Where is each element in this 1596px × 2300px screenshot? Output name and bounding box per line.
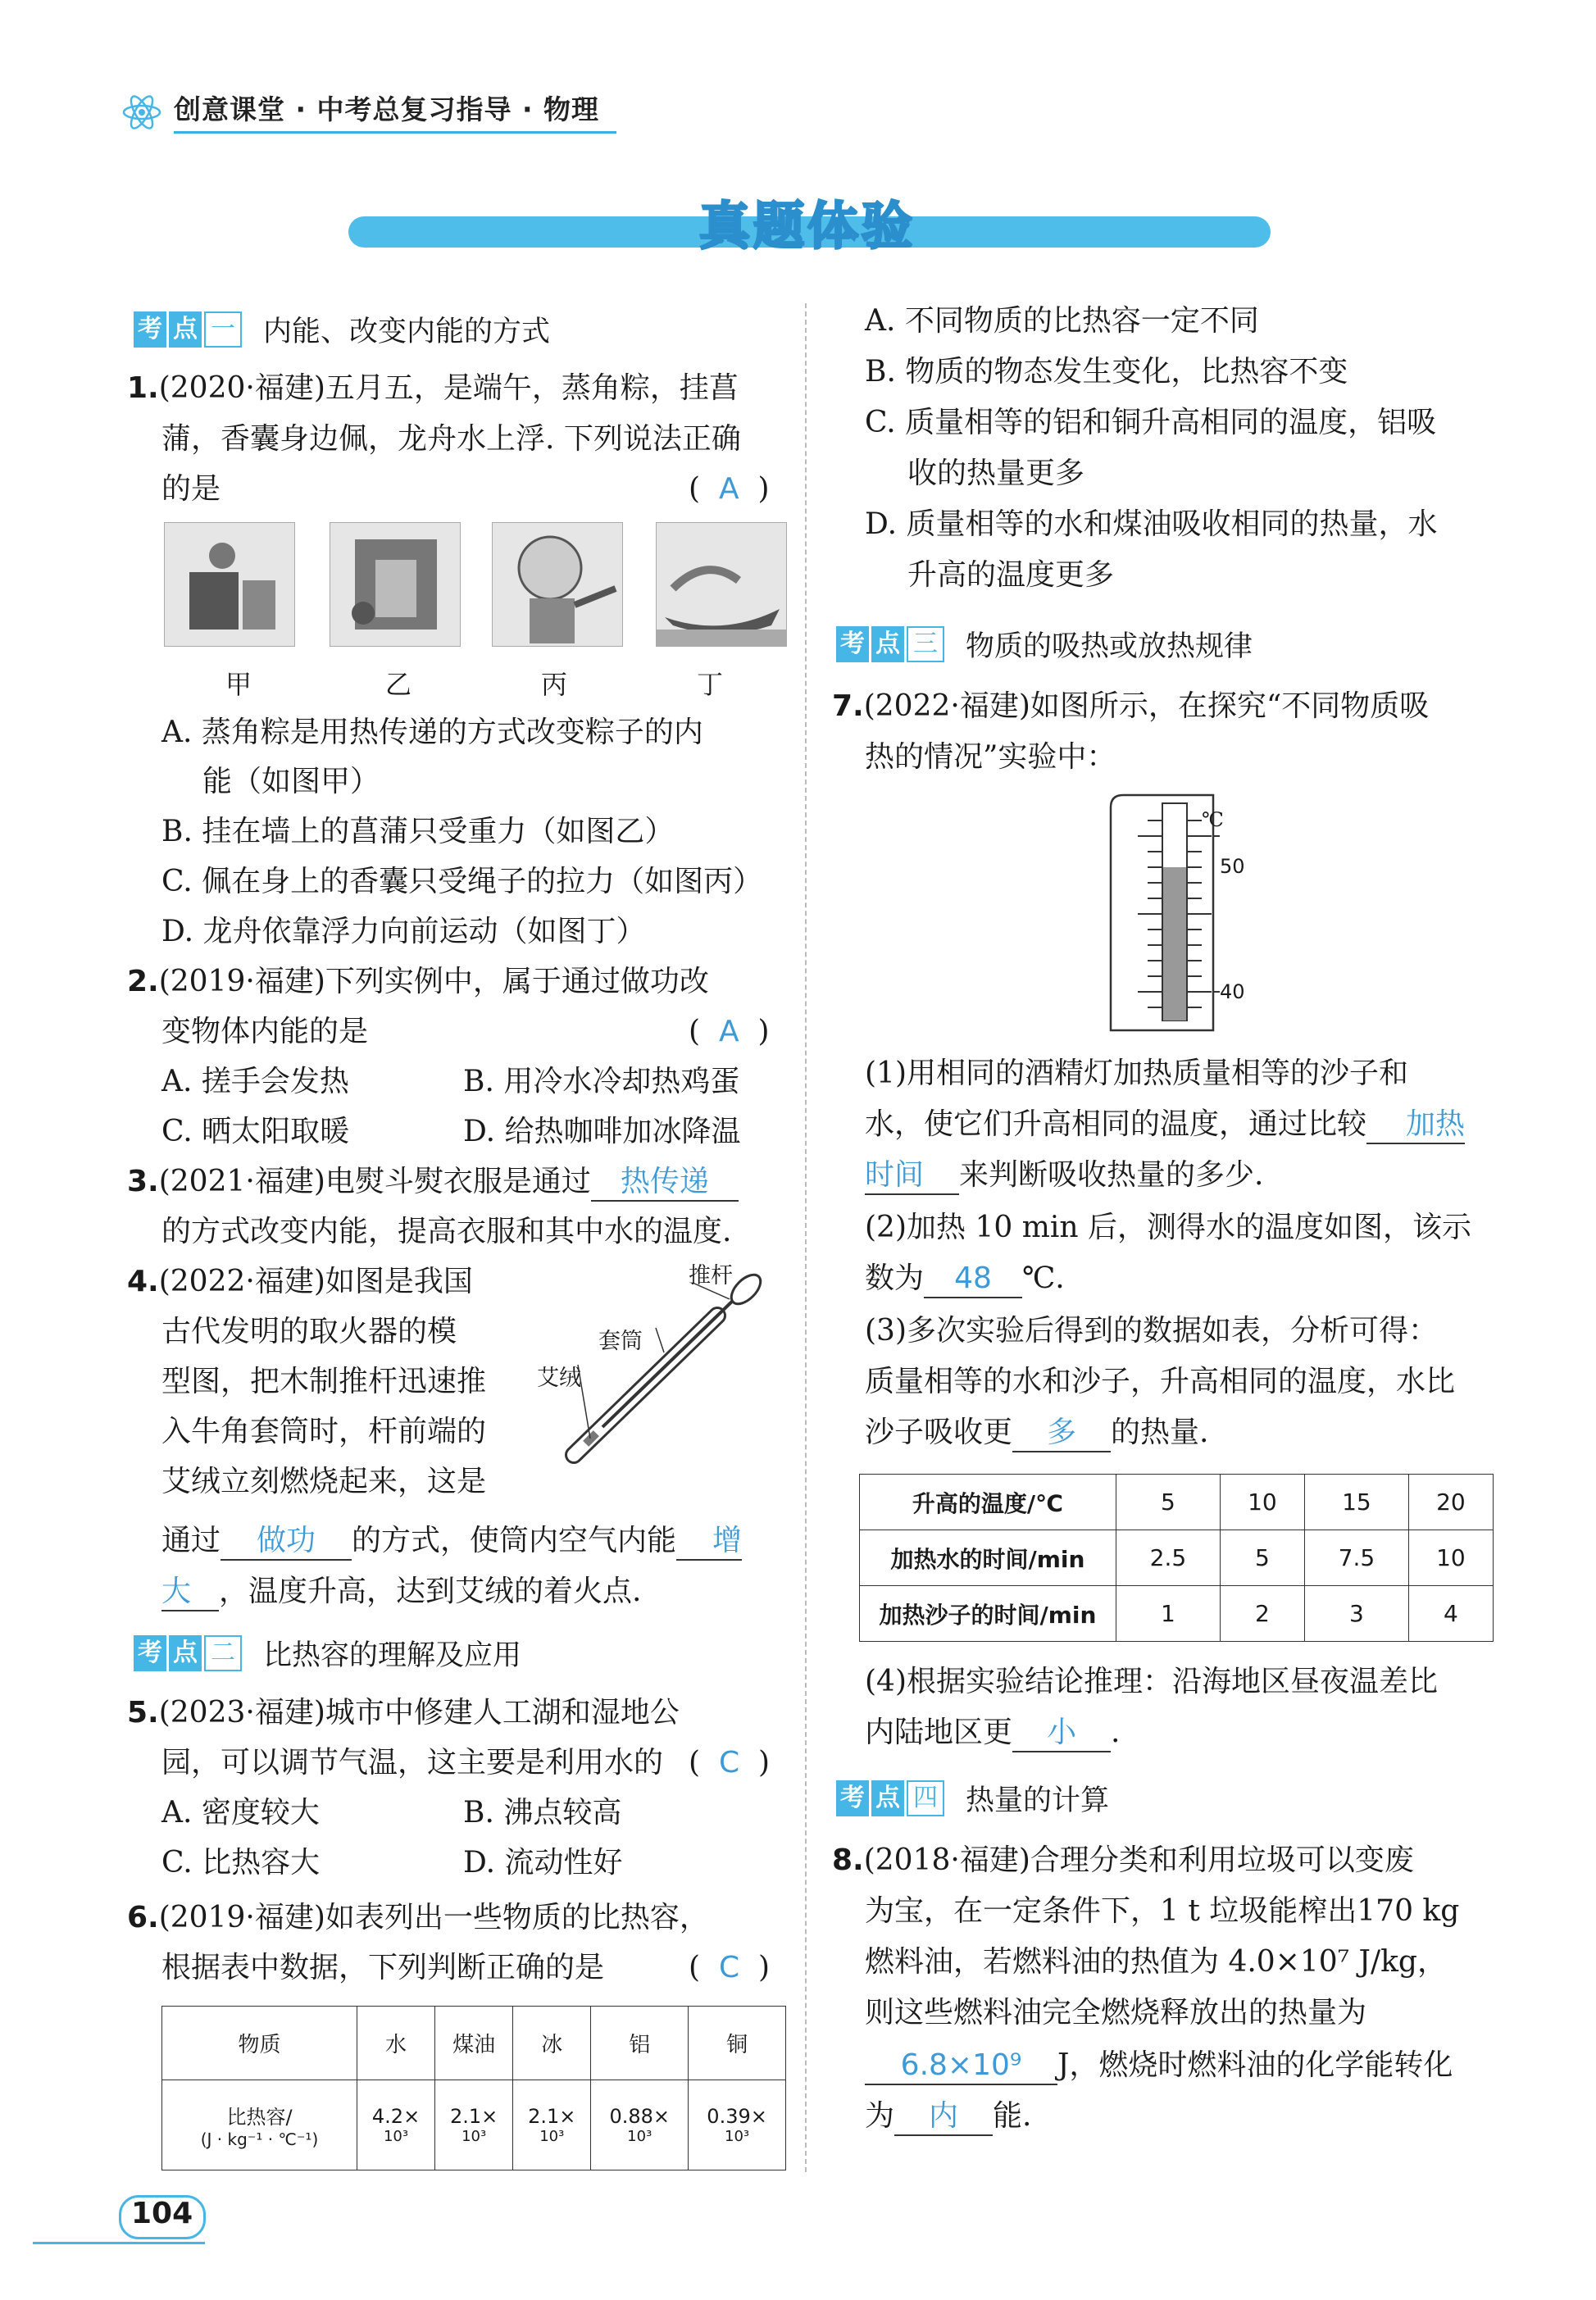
tag-kao: 考	[836, 1780, 869, 1816]
banner-title: 真题体验	[698, 196, 916, 256]
q1-option-b: B. 挂在墙上的菖蒲只受重力（如图乙）	[161, 815, 675, 848]
q5-answer-bracket: ( C )	[689, 1746, 771, 1780]
q6-option-d: D. 质量相等的水和煤油吸收相同的热量，水	[865, 507, 1438, 541]
section-title: 比热容的理解及应用	[263, 1639, 522, 1672]
q6-option-d-cont: 升高的温度更多	[907, 558, 1115, 592]
specific-heat-table	[161, 2006, 786, 2170]
q7-p4-line-2	[865, 1715, 1120, 1752]
table-row	[860, 1530, 1494, 1586]
value: 2.1×	[528, 2105, 576, 2128]
q3-number: 3.	[127, 1165, 159, 1198]
table-cell: 加热水的时间/min	[860, 1530, 1116, 1586]
q5-line-2: 园，可以调节气温，这主要是利用水的	[161, 1746, 664, 1780]
q4-post: ，温度升高，达到艾绒的着火点.	[219, 1575, 642, 1608]
value-exp: 10³	[539, 2128, 565, 2145]
section-tag-4	[836, 1780, 1109, 1816]
tag-kao: 考	[134, 1635, 166, 1671]
q5-option-b: B. 沸点较高	[463, 1796, 622, 1830]
label-push-rod: 推杆	[689, 1263, 733, 1289]
row-label: 比热容/	[226, 2106, 293, 2129]
label-yi: 乙	[385, 669, 412, 700]
q7-p1-line-3	[865, 1157, 1263, 1195]
table-cell: 10	[1220, 1475, 1304, 1530]
table-header-row	[162, 2007, 786, 2080]
table-cell: 铜	[689, 2007, 786, 2080]
q8-line-2: 为宝，在一定条件下，1 t 垃圾能榨出170 kg	[865, 1894, 1460, 1928]
q5-answer: C	[718, 1746, 740, 1780]
q7-p3-line-2: 质量相等的水和沙子，升高相同的温度，水比	[865, 1365, 1456, 1398]
q1-answer-bracket: ( A )	[689, 472, 770, 506]
page-number: 104	[131, 2197, 193, 2230]
q6-option-c: C. 质量相等的铝和铜升高相同的温度，铝吸	[865, 406, 1437, 439]
q7-p1-text: 水，使它们升高相同的温度，通过比较	[865, 1107, 1367, 1141]
footer-line	[33, 2242, 205, 2244]
q7-p4-pre: 内陆地区更	[865, 1716, 1013, 1749]
q7-answer-1b: 时间	[865, 1157, 959, 1195]
value-exp: 10³	[383, 2128, 409, 2145]
value: 2.1×	[450, 2105, 498, 2128]
atom-icon	[121, 92, 162, 133]
q8-answer-1: 6.8×10⁹	[865, 2048, 1057, 2085]
q5-number: 5.	[127, 1696, 159, 1730]
value: 0.88×	[609, 2105, 670, 2128]
tag-kao: 考	[134, 311, 166, 348]
q4-answer-1: 做功	[221, 1523, 352, 1561]
section-tag-2	[134, 1635, 521, 1671]
experiment-table	[859, 1474, 1494, 1642]
q8-text: (2018·福建)合理分类和利用垃圾可以变废	[863, 1843, 1414, 1877]
q5-option-d: D. 流动性好	[463, 1846, 623, 1880]
q5-option-a: A. 密度较大	[161, 1796, 320, 1830]
thermo-label-40: 40	[1220, 980, 1245, 1003]
q7-p2-line-2	[865, 1261, 1065, 1298]
q4-answer-line-1	[161, 1523, 742, 1561]
q8-post2: 能.	[993, 2099, 1032, 2133]
q4-line-3: 型图，把木制推杆迅速推	[161, 1365, 487, 1398]
mercury-column	[1163, 867, 1186, 1020]
label-bing: 丙	[541, 669, 568, 700]
table-cell	[513, 2080, 591, 2170]
table-cell: 铝	[591, 2007, 689, 2080]
q7-answer-4: 小	[1012, 1715, 1111, 1752]
value-exp: 10³	[725, 2128, 750, 2145]
q4-line-5: 艾绒立刻燃烧起来，这是	[161, 1465, 487, 1498]
q8-line-5	[865, 2048, 1453, 2085]
q2-option-c: C. 晒太阳取暖	[161, 1115, 350, 1148]
q1-option-a: A. 蒸角粽是用热传递的方式改变粽子的内	[161, 716, 703, 749]
table-cell: 煤油	[435, 2007, 513, 2080]
table-cell: 5	[1220, 1530, 1304, 1586]
running-header: 创意课堂 · 中考总复习指导 · 物理	[174, 93, 600, 125]
q4-answer-2b: 大	[161, 1574, 219, 1611]
column-divider	[805, 303, 807, 2172]
q7-answer-3: 多	[1012, 1415, 1111, 1452]
table-cell: 20	[1408, 1475, 1493, 1530]
q6-number: 6.	[127, 1901, 159, 1934]
q1-line-1	[127, 370, 739, 407]
label-tube: 套筒	[598, 1329, 643, 1354]
q7-line-1	[832, 689, 1429, 725]
q6-option-b: B. 物质的物态发生变化，比热容不变	[865, 355, 1348, 389]
tag-dian: 点	[169, 1635, 202, 1671]
q7-p1-line-2	[865, 1107, 1465, 1144]
tag-number: 一	[204, 311, 242, 348]
q3-line-2: 的方式改变内能，提高衣服和其中水的温度.	[161, 1215, 732, 1248]
q7-answer-1a: 加热	[1366, 1107, 1465, 1144]
picture-yi	[330, 522, 461, 647]
table-cell	[435, 2080, 513, 2170]
tag-kao: 考	[836, 626, 869, 662]
table-cell	[162, 2080, 357, 2170]
tag-number: 二	[204, 1635, 242, 1671]
table-row	[860, 1475, 1494, 1530]
picture-jia	[164, 522, 295, 647]
q7-p2-line-1: (2)加热 10 min 后，测得水的温度如图，该示	[865, 1211, 1471, 1244]
q8-answer-2: 内	[894, 2098, 993, 2136]
q7-p3-pre: 沙子吸收更	[865, 1416, 1013, 1449]
q7-p1-post: 来判断吸收热量的多少.	[959, 1158, 1264, 1192]
label-tinder: 艾绒	[537, 1366, 581, 1391]
table-cell: 升高的温度/℃	[860, 1475, 1116, 1530]
tag-dian: 点	[871, 1780, 904, 1816]
q7-line-2: 热的情况”实验中：	[865, 740, 1116, 774]
q2-option-d: D. 给热咖啡加冰降温	[463, 1115, 741, 1148]
q1-option-d: D. 龙舟依靠浮力向前运动（如图丁）	[161, 915, 646, 948]
table-cell: 加热沙子的时间/min	[860, 1586, 1116, 1642]
q2-answer-bracket: ( A )	[689, 1015, 770, 1048]
q6-option-c-cont: 收的热量更多	[907, 457, 1085, 490]
table-cell	[591, 2080, 689, 2170]
q4-text: (2022·福建)如图是我国	[158, 1265, 473, 1298]
q8-pre2: 为	[865, 2099, 895, 2133]
q3-text: (2021·福建)电熨斗熨衣服是通过	[158, 1165, 591, 1198]
q1-text: (2020·福建)五月五，是端午，蒸角粽，挂菖	[158, 371, 739, 405]
q6-option-a: A. 不同物质的比热容一定不同	[865, 304, 1259, 338]
q2-line-2: 变物体内能的是	[161, 1015, 369, 1048]
table-cell: 1	[1116, 1586, 1221, 1642]
table-cell: 冰	[513, 2007, 591, 2080]
table-cell: 3	[1304, 1586, 1408, 1642]
table-cell	[689, 2080, 786, 2170]
q6-answer-bracket: ( C )	[689, 1951, 771, 1984]
value: 0.39×	[707, 2105, 767, 2128]
q2-text: (2019·福建)下列实例中，属于通过做功改	[158, 965, 709, 998]
section-title: 热量的计算	[966, 1784, 1110, 1817]
value: 4.2×	[371, 2105, 421, 2128]
tag-dian: 点	[871, 626, 904, 662]
q7-answer-2: 48	[924, 1261, 1022, 1298]
value-exp: 10³	[627, 2128, 652, 2145]
q7-p1-line-1: (1)用相同的酒精灯加热质量相等的沙子和	[865, 1057, 1408, 1090]
q4-line-2: 古代发明的取火器的模	[161, 1315, 457, 1348]
table-cell: 2	[1220, 1586, 1304, 1642]
q1-line-2: 蒲，香囊身边佩，龙舟水上浮. 下列说法正确	[161, 422, 741, 456]
q6-text: (2019·福建)如表列出一些物质的比热容，	[158, 1901, 709, 1934]
table-cell: 物质	[162, 2007, 357, 2080]
q1-option-c: C. 佩在身上的香囊只受绳子的拉力（如图丙）	[161, 865, 763, 898]
tag-number: 四	[907, 1780, 944, 1816]
q1-answer: A	[718, 472, 739, 506]
label-jia: 甲	[225, 669, 252, 700]
table-row	[860, 1586, 1494, 1642]
section-title: 物质的吸热或放热规律	[966, 630, 1253, 663]
q8-mid: J，燃烧时燃料油的化学能转化	[1057, 2048, 1453, 2082]
q7-text: (2022·福建)如图所示，在探究“不同物质吸	[863, 689, 1430, 723]
table-cell: 4	[1408, 1586, 1493, 1642]
q7-number: 7.	[832, 689, 864, 723]
q7-p2-pre: 数为	[865, 1261, 925, 1295]
q2-number: 2.	[127, 965, 159, 998]
q8-line-6	[865, 2098, 1031, 2136]
tag-dian: 点	[169, 311, 202, 348]
q6-line-1	[127, 1900, 709, 1936]
value-exp: 10³	[462, 2128, 487, 2145]
row-label-unit: (J · kg⁻¹ · ℃⁻¹)	[200, 2130, 319, 2149]
section-tag-3	[836, 626, 1253, 662]
table-cell	[357, 2080, 435, 2170]
table-cell: 水	[357, 2007, 435, 2080]
q7-p4-post: .	[1111, 1716, 1121, 1749]
q2-line-1	[127, 964, 709, 1000]
table-cell: 2.5	[1116, 1530, 1221, 1586]
q2-answer: A	[718, 1015, 739, 1048]
q7-p4-line-1: (4)根据实验结论推理：沿海地区昼夜温差比	[865, 1665, 1438, 1698]
table-cell: 15	[1304, 1475, 1408, 1530]
q8-line-3: 燃料油，若燃料油的热值为 4.0×10⁷ J/kg，	[865, 1945, 1447, 1979]
picture-bing	[492, 522, 623, 647]
q7-p3-line-3	[865, 1415, 1208, 1452]
q3-line-1	[127, 1164, 739, 1202]
table-row	[162, 2080, 786, 2170]
q5-text: (2023·福建)城市中修建人工湖和湿地公	[158, 1696, 680, 1730]
picture-ding	[656, 522, 787, 647]
q4-mid: 的方式，使筒内空气内能	[352, 1524, 677, 1557]
thermo-label-50: 50	[1220, 855, 1245, 878]
q8-line-4: 则这些燃料油完全燃烧释放出的热量为	[865, 1996, 1367, 2030]
q5-line-1	[127, 1695, 680, 1731]
table-cell: 5	[1116, 1475, 1221, 1530]
q1-line-3: 的是	[161, 472, 221, 506]
q6-answer: C	[718, 1951, 740, 1984]
table-cell: 10	[1408, 1530, 1493, 1586]
table-cell: 7.5	[1304, 1530, 1408, 1586]
q6-line-2: 根据表中数据，下列判断正确的是	[161, 1951, 605, 1984]
q4-line-1	[127, 1264, 473, 1300]
q4-number: 4.	[127, 1265, 159, 1298]
header-underline	[174, 131, 616, 134]
q1-option-a-cont: 能（如图甲）	[202, 765, 380, 798]
label-ding: 丁	[697, 669, 724, 700]
thermo-unit: ℃	[1202, 808, 1224, 831]
tag-number: 三	[907, 626, 944, 662]
q2-option-a: A. 搓手会发热	[161, 1065, 349, 1098]
q8-line-1	[832, 1843, 1414, 1879]
q4-line-4: 入牛角套筒时，杆前端的	[161, 1415, 487, 1448]
section-title: 内能、改变内能的方式	[263, 316, 551, 348]
section-tag-1	[134, 311, 550, 348]
q1-number: 1.	[127, 371, 159, 405]
q4-answer-line-2	[161, 1574, 641, 1611]
q4-pre: 通过	[161, 1524, 221, 1557]
q4-answer-2a: 增	[676, 1523, 742, 1561]
q8-number: 8.	[832, 1843, 864, 1877]
q7-p3-post: 的热量.	[1111, 1416, 1209, 1449]
q7-p2-post: ℃.	[1022, 1261, 1065, 1295]
q3-answer: 热传递	[591, 1164, 739, 1202]
q2-option-b: B. 用冷水冷却热鸡蛋	[463, 1065, 740, 1098]
q7-p3-line-1: (3)多次实验后得到的数据如表，分析可得：	[865, 1314, 1438, 1348]
q5-option-c: C. 比热容大	[161, 1846, 321, 1880]
